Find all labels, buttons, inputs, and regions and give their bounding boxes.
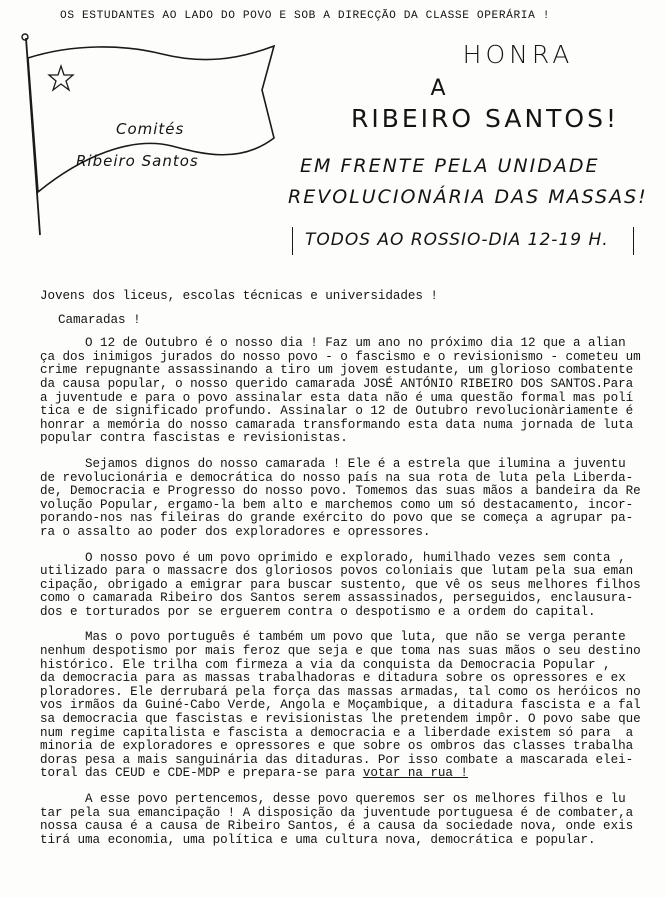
text-line: de revolucionária e democrática do nosso país na sua rota de luta pela Liberda- xyxy=(40,470,634,485)
greeting-youth: Jovens dos liceus, escolas técnicas e universidades ! xyxy=(40,289,438,303)
text-line: a juventude e para o povo assinalar esta data não é uma questão formal mas polí xyxy=(40,390,634,405)
text-line: Sejamos dignos do nosso camarada ! Ele é a estrela que ilumina a juventu xyxy=(40,456,626,471)
text-line: dos e torturados por se erguerem contra o despotismo e a ordem do capital. xyxy=(40,604,596,619)
text-line: histórico. Ele trilha com firmeza a via da conquista da Democracia Popular , xyxy=(40,657,611,672)
text-line-final xyxy=(40,767,650,781)
text-line: tar pela sua emancipação ! A disposição da juventude portuguesa é de combater,a xyxy=(40,805,634,820)
flag-label-ribeiro-santos: Ribeiro Santos xyxy=(76,152,199,170)
text-line: cipação, obrigado a emigrar para buscar sustento, que vê os seus melhores filhos xyxy=(40,577,641,592)
headline-honra: HONRA xyxy=(462,40,574,69)
text-line: toral das CEUD e CDE-MDP e prepara-se para xyxy=(40,766,363,781)
text-line: da causa popular, o nosso querido camarada JOSÉ ANTÓNIO RIBEIRO DOS SANTOS.Para xyxy=(40,376,634,391)
paragraph-1 xyxy=(40,337,650,446)
text-line: da democracia para as massas trabalhadoras e ditadura sobre os opressores e ex xyxy=(40,671,626,686)
text-line: honrar a memória do nosso camarada transformando esta data numa jornada de luta xyxy=(40,417,634,432)
text-line: nenhum despotismo por mais feroz que seja e que toma nas suas mãos o seu destino xyxy=(40,644,641,659)
text-line: nossa causa é a causa de Ribeiro Santos, é a causa da sociedade nova, onde exis xyxy=(40,819,634,834)
paragraph-2 xyxy=(40,458,650,540)
headline-a: A xyxy=(430,76,446,101)
text-line: volução Popular, ergamo-la bem alto e marchemos como um só destacamento, incor- xyxy=(40,497,634,512)
paragraph-4 xyxy=(40,631,650,781)
text-line: tirá uma economia, uma política e uma cultura nova, democrática e popular. xyxy=(40,832,596,847)
flag-illustration xyxy=(12,30,284,240)
text-line: ça dos inimigos jurados do nosso povo - o fascismo e o revisionismo - cometeu um xyxy=(40,349,641,364)
text-line: doras pesa a mais sanguinária das ditaduras. Por isso combate a mascarada elei- xyxy=(40,752,634,767)
subheadline-line-2: REVOLUCIONÁRIA DAS MASSAS! xyxy=(288,186,648,208)
text-line: sa democracia que fascistas e revisionistas lhe pretendem impôr. O povo sabe que xyxy=(40,712,641,727)
paragraph-5 xyxy=(40,793,650,847)
rally-banner xyxy=(292,227,634,255)
text-line: ploradores. Ele derrubará pela força das massas armadas, tal como os heróicos no xyxy=(40,684,641,699)
text-line: utilizado para o massacre dos gloriosos povos coloniais que lutam pela sua eman xyxy=(40,564,634,579)
text-line: tica e de significado profundo. Assinalar o 12 de Outubro revolucionàriamente é xyxy=(40,404,634,419)
text-line: num regime capitalista e fascista a democracia e a liberdade existem só para a xyxy=(40,725,634,740)
text-line: Mas o povo português é também um povo que luta, que não se verga perante xyxy=(40,630,626,645)
text-line: vos irmãos da Guiné-Cabo Verde, Angola e Moçambique, a ditadura fascista e a fal xyxy=(40,698,641,713)
star-icon xyxy=(49,66,73,90)
greeting-comrades: Camaradas ! xyxy=(58,312,141,327)
top-slogan: OS ESTUDANTES AO LADO DO POVO E SOB A DIRECÇÃO DA CLASSE OPERÁRIA ! xyxy=(60,10,551,22)
text-line: A esse povo pertencemos, desse povo queremos ser os melhores filhos e lu xyxy=(40,792,626,806)
vote-in-street-emphasis: votar na rua ! xyxy=(362,766,468,781)
text-line: de, Democracia e Progresso do nosso povo. Tomemos das suas mãos a bandeira da Re xyxy=(40,484,641,499)
text-line: ra o assalto ao poder dos exploradores e opressores. xyxy=(40,524,431,539)
rally-banner-text: TODOS AO ROSSIO-DIA 12-19 H. xyxy=(305,230,609,250)
text-line: O nosso povo é um povo oprimido e explorado, humilhado vezes sem conta , xyxy=(40,550,626,565)
leaflet-body xyxy=(40,290,650,847)
text-line: popular contra fascistas e revisionistas. xyxy=(40,431,348,446)
paragraph-3 xyxy=(40,552,650,620)
subheadline-line-1: EM FRENTE PELA UNIDADE xyxy=(300,155,600,177)
flag-label-comites: Comités xyxy=(116,120,185,138)
text-line: porando-nos nas fileiras do grande exército do povo que se começa a agrupar pa- xyxy=(40,511,634,526)
text-line: crime repugnante assassinando a tiro um jovem estudante, um glorioso combatente xyxy=(40,363,634,378)
headline-ribeiro-santos: RIBEIRO SANTOS! xyxy=(350,104,620,133)
text-line: O 12 de Outubro é o nosso dia ! Faz um ano no próximo dia 12 que a alian xyxy=(40,336,626,351)
text-line: como o camarada Ribeiro dos Santos serem assassinados, perseguidos, enclausura- xyxy=(40,591,634,606)
text-line: minoria de exploradores e opressores e que sobre os ombros das classes trabalha xyxy=(40,739,634,754)
